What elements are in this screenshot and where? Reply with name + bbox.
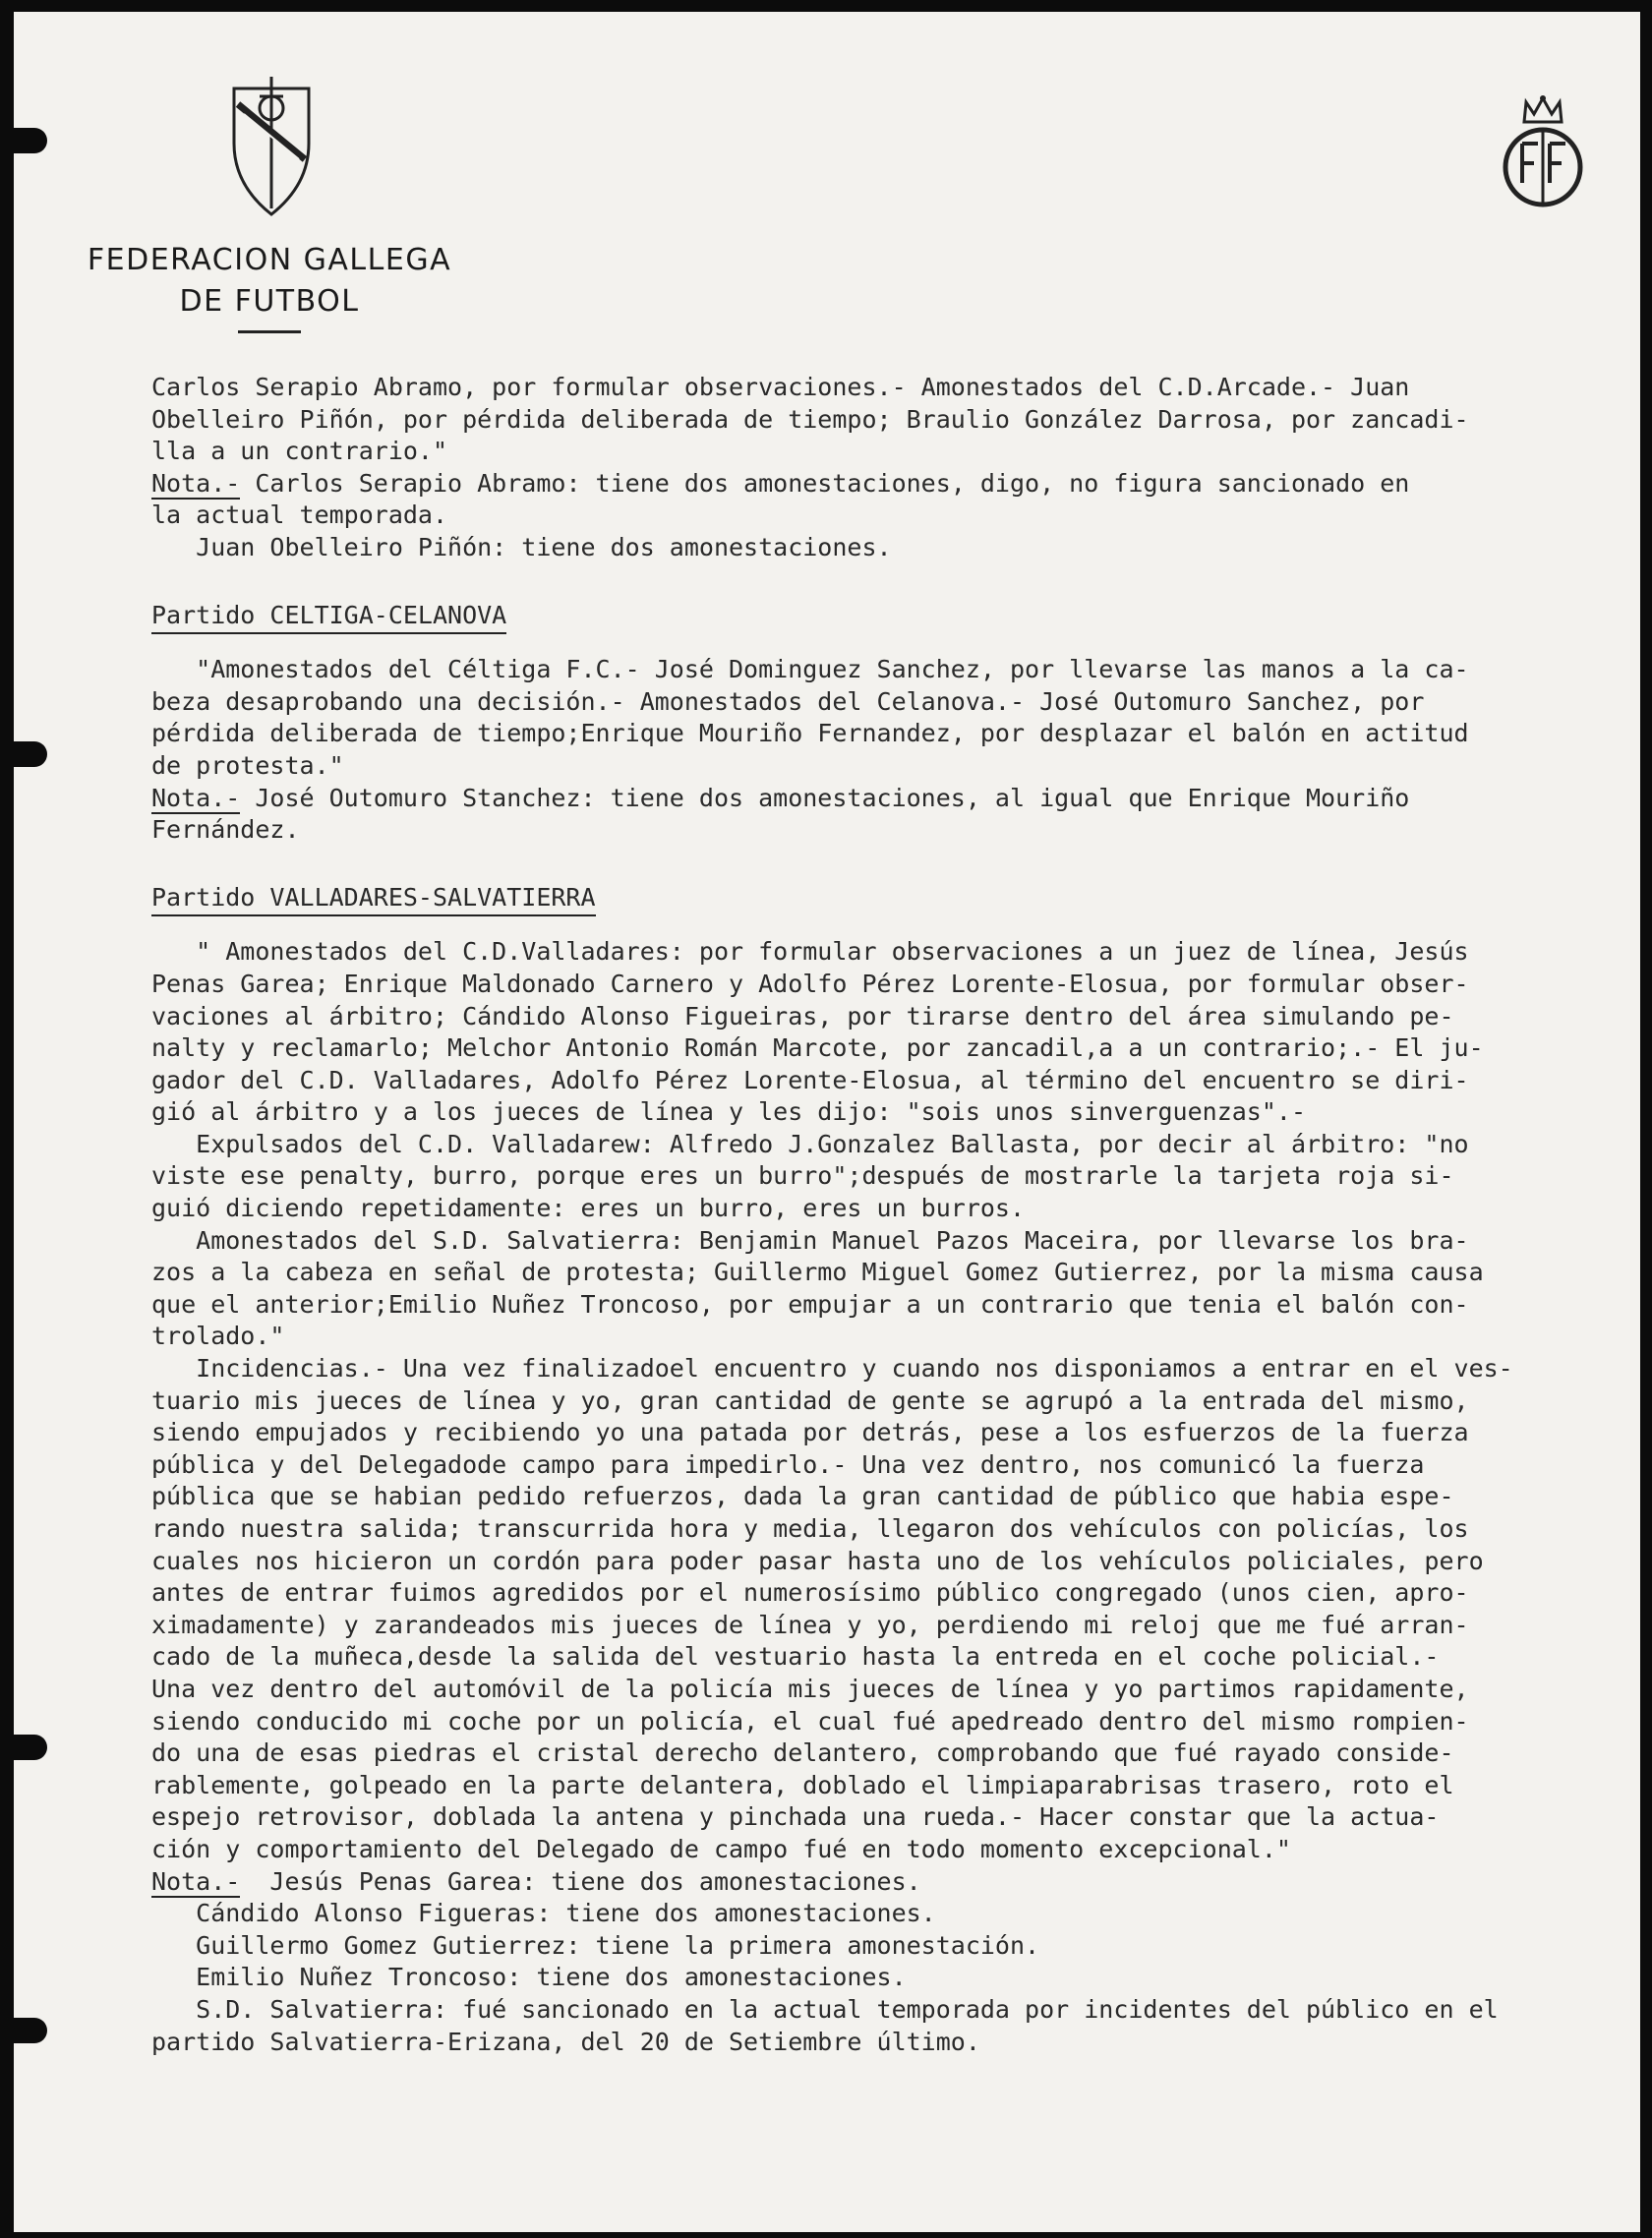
text-line: beza desaprobando una decisión.- Amonestados del Celanova.- José Outomuro Sanchez, por [151, 686, 1425, 716]
text-line: " Amonestados del C.D.Valladares: por formular observaciones a un juez de línea, Jesús [151, 937, 1469, 967]
binder-hole [14, 741, 47, 767]
binder-hole [14, 1735, 47, 1760]
typed-report [151, 372, 1626, 2058]
match-heading: Partido VALLADARES-SALVATIERRA [151, 882, 596, 917]
text-line: la actual temporada. [151, 501, 448, 530]
nota-line [151, 468, 1626, 501]
document-page [14, 12, 1640, 2232]
text-line: siendo empujados y recibiendo yo una patada por detrás, pese a los esfuerzos de la fuerza [151, 1418, 1469, 1447]
text-line: Penas Garea; Enrique Maldonado Carnero y Adolfo Pérez Lorente-Elosua, por formular obser- [151, 969, 1469, 998]
text-line: Carlos Serapio Abramo, por formular observaciones.- Amonestados del C.D.Arcade.- Juan [151, 373, 1410, 401]
text-line: Guillermo Gomez Gutierrez: tiene la primera amonestación. [151, 1930, 1040, 1960]
text-line: pública que se habian pedido refuerzos, dada la gran cantidad de público que habia espe- [151, 1482, 1454, 1511]
match-heading: Partido CELTIGA-CELANOVA [151, 600, 506, 635]
federation-title [73, 240, 466, 333]
binder-hole [14, 128, 47, 153]
text-line: vaciones al árbitro; Cándido Alonso Figueiras, por tirarse dentro del área simulando pe- [151, 1001, 1454, 1031]
text-line: Juan Obelleiro Piñón: tiene dos amonestaciones. [151, 532, 892, 561]
text-line: Carlos Serapio Abramo: tiene dos amonestaciones, digo, no figura sancionado en [240, 468, 1410, 498]
text-line: zos a la cabeza en señal de protesta; Guillermo Miguel Gomez Gutierrez, por la misma causa [151, 1258, 1484, 1287]
title-rule [238, 330, 301, 333]
text-line: do una de esas piedras el cristal derecho delantero, comprobando que fué rayado conside- [151, 1738, 1454, 1768]
text-line: ción y comportamiento del Delegado de campo fué en todo momento excepcional." [151, 1834, 1291, 1863]
text-line: Obelleiro Piñón, por pérdida deliberada de tiempo; Braulio González Darrosa, por zancadi- [151, 404, 1469, 434]
text-line: Fernández. [151, 815, 300, 845]
text-line: pública y del Delegadode campo para impedirlo.- Una vez dentro, nos comunicó la fuerza [151, 1449, 1425, 1479]
text-line: tuario mis jueces de línea y yo, gran cantidad de gente se agrupó a la entrada del mismo, [151, 1385, 1469, 1415]
text-line: que el anterior;Emilio Nuñez Troncoso, por empujar a un contrario que tenia el balón con- [151, 1289, 1469, 1319]
text-line: ximadamente) y zarandeados mis jueces de línea y yo, perdiendo mi reloj que me fué arran- [151, 1610, 1469, 1639]
federation-name-line1: FEDERACION GALLEGA [87, 243, 452, 277]
text-line: Emilio Nuñez Troncoso: tiene dos amonestaciones. [151, 1963, 907, 1992]
text-line: Jesús Penas Garea: tiene dos amonestaciones. [240, 1866, 921, 1896]
text-line: pérdida deliberada de tiempo;Enrique Mouriño Fernandez, por desplazar el balón en actitud [151, 719, 1469, 748]
text-line: Una vez dentro del automóvil de la policía mis jueces de línea y yo partimos rapidamente, [151, 1674, 1469, 1703]
text-line: "Amonestados del Céltiga F.C.- José Dominguez Sanchez, por llevarse las manos a la ca- [151, 655, 1469, 684]
text-line: Cándido Alonso Figueras: tiene dos amonestaciones. [151, 1899, 936, 1928]
nota-line [151, 1866, 1626, 1899]
nota-line [151, 783, 1626, 815]
text-line: de protesta." [151, 750, 344, 780]
text-line: siendo conducido mi coche por un policía, el cual fué apedreado dentro del mismo rompien- [151, 1706, 1469, 1736]
text-line: Amonestados del S.D. Salvatierra: Benjamin Manuel Pazos Maceira, por llevarse los bra- [151, 1225, 1469, 1255]
nota-label: Nota.- [151, 468, 241, 498]
text-line: nalty y reclamarlo; Melchor Antonio Román Marcote, por zancadil,a a un contrario;.- El ju- [151, 1033, 1484, 1063]
text-line: gador del C.D. Valladares, Adolfo Pérez Lorente-Elosua, al término del encuentro se diri- [151, 1065, 1469, 1094]
text-line: rablemente, golpeado en la parte delantera, doblado el limpiaparabrisas trasero, roto el [151, 1770, 1454, 1799]
text-line: guió diciendo repetidamente: eres un burro, eres un burros. [151, 1194, 1026, 1223]
text-line: trolado." [151, 1322, 285, 1351]
text-line: Expulsados del C.D. Valladarew: Alfredo J.Gonzalez Ballasta, por decir al árbitro: "no [151, 1129, 1469, 1158]
text-line: espejo retrovisor, doblada la antena y pinchada una rueda.- Hacer constar que la actua- [151, 1802, 1440, 1832]
nota-label: Nota.- [151, 783, 241, 812]
text-line: José Outomuro Stanchez: tiene dos amonestaciones, al igual que Enrique Mouriño [240, 783, 1410, 812]
federation-name-line2: DE FUTBOL [179, 284, 360, 319]
text-line: partido Salvatierra-Erizana, del 20 de Setiembre último. [151, 2027, 980, 2056]
text-line: viste ese penalty, burro, porque eres un burro";después de mostrarle la tarjeta roja si- [151, 1161, 1454, 1191]
text-line: lla a un contrario." [151, 437, 448, 466]
binder-hole [14, 2018, 47, 2043]
text-line: antes de entrar fuimos agredidos por el numerosísimo público congregado (unos cien, apro- [151, 1578, 1469, 1608]
text-line: rando nuestra salida; transcurrida hora y media, llegaron dos vehículos con policías, los [151, 1514, 1469, 1543]
nota-label: Nota.- [151, 1866, 241, 1896]
text-line: S.D. Salvatierra: fué sancionado en la actual temporada por incidentes del público en el [151, 1994, 1499, 2024]
crowned-federation-emblem-icon [1501, 92, 1585, 214]
text-line: cado de la muñeca,desde la salida del vestuario hasta la entreda en el coche policial.- [151, 1642, 1440, 1672]
text-line: cuales nos hicieron un cordón para poder pasar hasta uno de los vehículos policiales, pero [151, 1546, 1484, 1575]
text-line: Incidencias.- Una vez finalizadoel encuentro y cuando nos disponiamos a entrar en el ves- [151, 1354, 1513, 1384]
text-line: gió al árbitro y a los jueces de línea y les dijo: "sois unos sinverguenzas".- [151, 1097, 1306, 1127]
shield-sword-emblem-icon [230, 75, 313, 218]
